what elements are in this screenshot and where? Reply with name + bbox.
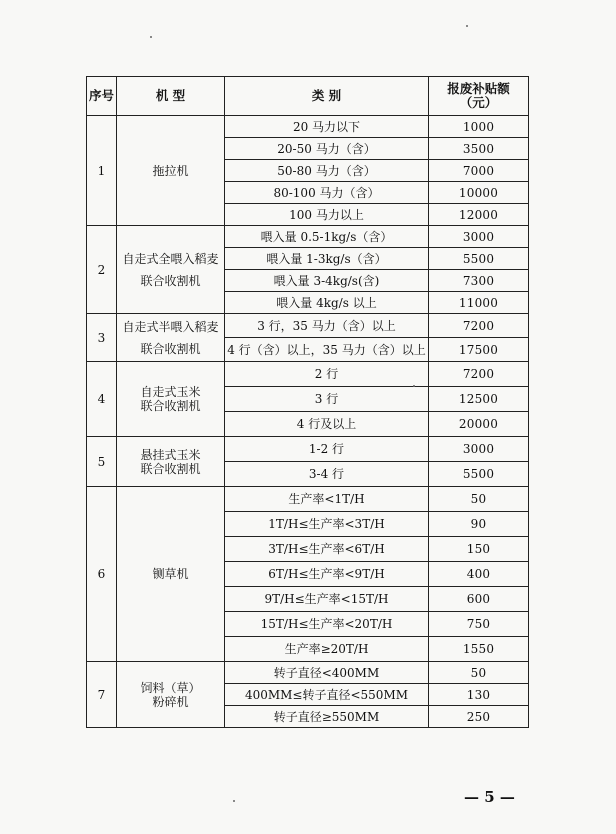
machine-type-line: 铡草机 [152,567,189,581]
scan-speck [466,25,468,27]
amount-cell: 130 [429,684,529,706]
category-cell: 生产率<1T/H [225,487,429,512]
category-cell: 生产率≥20T/H [225,637,429,662]
machine-type [117,116,225,226]
machine-type [117,437,225,487]
machine-type-line: 自走式半喂入稻麦 [122,319,219,334]
machine-type-line: 联合收割机 [140,341,201,356]
group-number: 5 [87,437,117,487]
category-cell: 50-80 马力（含） [225,160,429,182]
category-cell: 1T/H≤生产率<3T/H [225,512,429,537]
category-cell: 喂入量 1-3kg/s（含） [225,248,429,270]
amount-cell: 150 [429,537,529,562]
machine-type-line: 自走式玉米 [140,385,201,399]
machine-type-line: 自走式全喂入稻麦 [122,251,219,266]
amount-cell: 5500 [429,248,529,270]
scan-speck [413,385,415,387]
scan-speck [233,800,235,802]
amount-cell: 11000 [429,292,529,314]
category-cell: 100 马力以上 [225,204,429,226]
header-amount [429,77,529,116]
category-cell: 4 行及以上 [225,412,429,437]
group-number: 2 [87,226,117,314]
category-cell: 3-4 行 [225,462,429,487]
machine-type-line: 联合收割机 [140,461,201,476]
group-number: 1 [87,116,117,226]
category-cell: 15T/H≤生产率<20T/H [225,612,429,637]
machine-type-line: 联合收割机 [140,399,201,413]
amount-cell: 400 [429,562,529,587]
machine-type [117,362,225,437]
group-number: 3 [87,314,117,362]
category-cell: 80-100 马力（含） [225,182,429,204]
table-body [87,116,529,728]
table-row [87,662,529,684]
category-cell: 3 行，35 马力（含）以上 [225,314,429,338]
machine-type-line: 饲料（草） [140,680,201,695]
category-cell: 喂入量 3-4kg/s(含) [225,270,429,292]
table-header-row [87,77,529,116]
header-amount-line1: 报废补贴额 [447,81,510,96]
header-category: 类 别 [225,77,429,116]
category-cell: 20-50 马力（含） [225,138,429,160]
amount-cell: 5500 [429,462,529,487]
page-number: — 5 — [464,788,515,806]
amount-cell: 7300 [429,270,529,292]
category-cell: 400MM≤转子直径<550MM [225,684,429,706]
amount-cell: 90 [429,512,529,537]
amount-cell: 7200 [429,362,529,387]
table-row [87,314,529,338]
table-row [87,226,529,248]
table-row [87,487,529,512]
amount-cell: 750 [429,612,529,637]
category-cell: 转子直径<400MM [225,662,429,684]
table-row [87,437,529,462]
machine-type-line: 粉碎机 [152,694,189,709]
header-amount-line2: （元） [459,95,498,110]
category-cell: 喂入量 4kg/s 以上 [225,292,429,314]
amount-cell: 3000 [429,437,529,462]
group-number: 4 [87,362,117,437]
category-cell: 20 马力以下 [225,116,429,138]
category-cell: 3 行 [225,387,429,412]
amount-cell: 600 [429,587,529,612]
amount-cell: 3500 [429,138,529,160]
amount-cell: 50 [429,487,529,512]
header-no: 序号 [87,77,117,116]
scan-speck [150,36,152,38]
amount-cell: 20000 [429,412,529,437]
table-row [87,116,529,138]
amount-cell: 12000 [429,204,529,226]
machine-type [117,662,225,728]
amount-cell: 12500 [429,387,529,412]
category-cell: 1-2 行 [225,437,429,462]
category-cell: 2 行 [225,362,429,387]
category-cell: 喂入量 0.5-1kg/s（含） [225,226,429,248]
amount-cell: 1550 [429,637,529,662]
machine-type [117,487,225,662]
machine-type [117,226,225,314]
amount-cell: 1000 [429,116,529,138]
group-number: 7 [87,662,117,728]
amount-cell: 7000 [429,160,529,182]
amount-cell: 10000 [429,182,529,204]
table-row [87,362,529,387]
machine-type-line: 拖拉机 [152,163,189,178]
header-machine-type: 机 型 [117,77,225,116]
machine-type-line: 悬挂式玉米 [140,447,201,462]
category-cell: 6T/H≤生产率<9T/H [225,562,429,587]
amount-cell: 17500 [429,338,529,362]
amount-cell: 250 [429,706,529,728]
amount-cell: 7200 [429,314,529,338]
machine-type-line: 联合收割机 [140,273,201,288]
amount-cell: 3000 [429,226,529,248]
category-cell: 9T/H≤生产率<15T/H [225,587,429,612]
subsidy-table [86,76,529,728]
machine-type [117,314,225,362]
category-cell: 转子直径≥550MM [225,706,429,728]
amount-cell: 50 [429,662,529,684]
category-cell: 4 行（含）以上，35 马力（含）以上 [225,338,429,362]
category-cell: 3T/H≤生产率<6T/H [225,537,429,562]
group-number: 6 [87,487,117,662]
